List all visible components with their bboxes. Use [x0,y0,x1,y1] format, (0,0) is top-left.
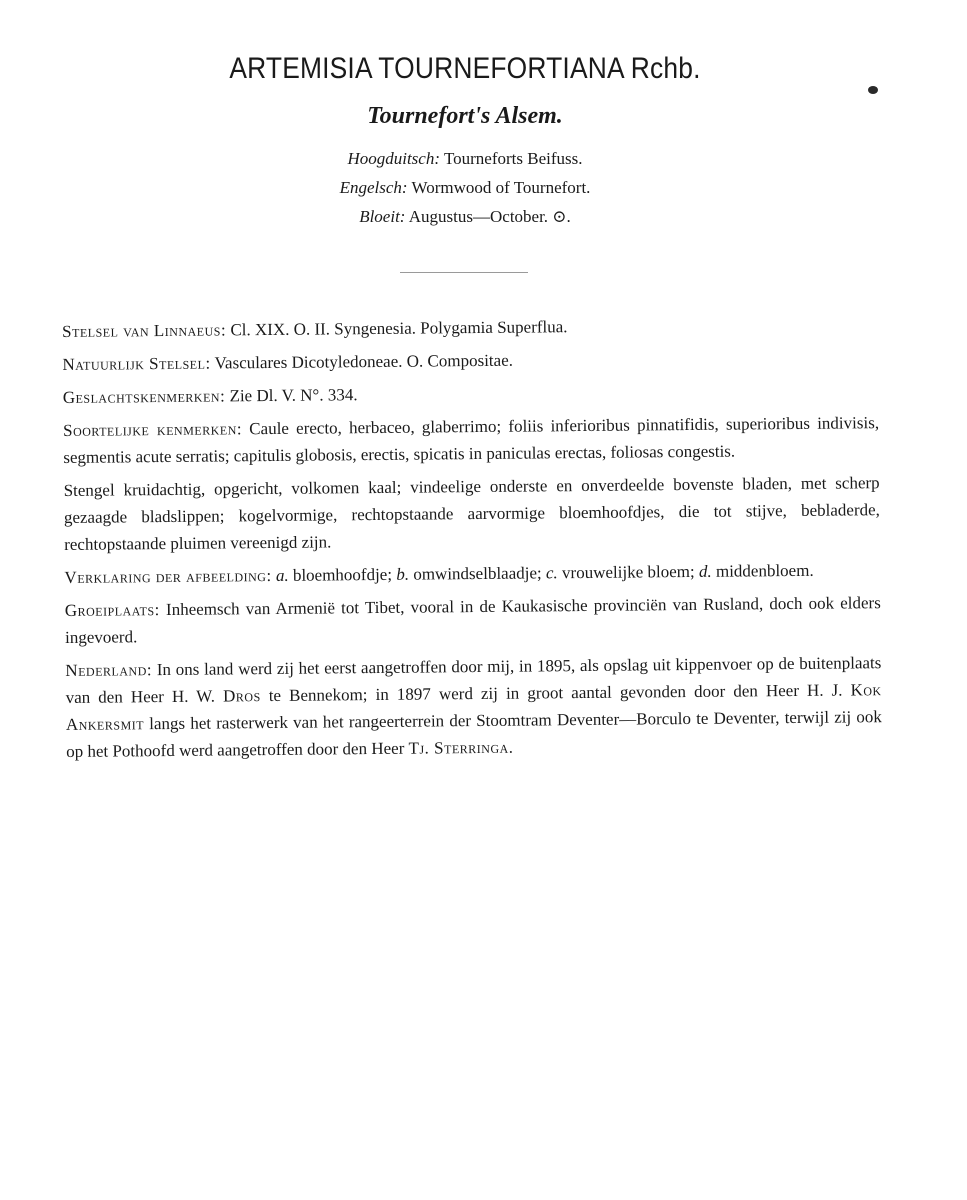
groeiplaats [65,589,881,651]
meta-engelsch [0,175,930,201]
geslachtskenmerken [63,376,879,411]
verklaring-c-text: vrouwelijke bloem; [561,561,695,583]
verklaring-d-text: middenbloem. [715,560,814,581]
stelsel-label: Stelsel van Linnaeus: [62,320,227,341]
soort-label: Soortelijke kenmerken: [62,419,243,440]
stelsel-text: Cl. XIX. O. II. Syngenesia. Polygamia Superflua. [230,317,568,340]
soort-text: Caule erecto, herbaceo, glaberrimo; foliis inferioribus pinnatifidis, superioribus indivisis, segmentis acute serratis; capitulis globosis, erectis, spicatis in paniculas erectas, foliosas congestis. [63,413,880,467]
body-text [62,310,882,771]
stelsel-linnaeus [62,310,878,345]
meta-engelsch-value: Wormwood of Tournefort. [411,178,591,197]
verklaring-d: d. [698,561,712,581]
section-divider [400,272,528,273]
meta-hoogduitsch [0,146,930,172]
verklaring-label: Verklaring der afbeelding: [64,565,272,587]
meta-engelsch-label: Engelsch: [339,178,408,197]
nederland-end: . [508,737,514,757]
natuurlijk-label: Natuurlijk Stelsel: [62,353,211,374]
nederland-name-dros: Dros [222,686,261,706]
page-title: ARTEMISIA TOURNEFORTIANA Rchb. [229,52,701,85]
nederland-text-3: langs het rasterwerk van het rangeerterrein der Stoomtram Deventer—Borculo te Deventer, terwijl zij ook op het Pothoofd werd aangetroffen door den Heer [66,707,882,761]
nederland-name-sterringa: Tj. Sterringa [408,737,509,758]
meta-hoogduitsch-label: Hoogduitsch: [347,149,440,168]
verklaring-a-text: bloemhoofdje; [292,564,393,585]
stengel-text: Stengel kruidachtig, opgericht, volkomen kaal; vindeelige onderste en onverdeelde bovenste bladen, met scherp gezaagde bladslippen; kogelvormige, rechtopstaande aarvormige bloemhoofdjes, die tot stijve, bebladerde, rechtopstaande pluimen vereenigd zijn. [63,473,880,554]
groeiplaats-label: Groeiplaats: [64,600,160,620]
nederland [65,649,882,765]
nederland-text-1: In ons land werd zij het eerst aangetroffen door mij, in 1895, als opslag uit kippenvoer op de buitenplaats van den Heer H. W. [65,653,882,707]
verklaring-c: c. [545,563,558,583]
natuurlijk-text: Vasculares Dicotyledoneae. O. Compositae. [214,350,514,373]
meta-hoogduitsch-value: Tourneforts Beifuss. [443,149,583,168]
meta-bloeit-label: Bloeit: [359,207,406,226]
verklaring-afbeelding [64,556,880,591]
verklaring-b-text: omwindselblaadje; [413,563,542,584]
ink-speck [868,86,878,94]
natuurlijk-stelsel [62,343,878,378]
meta-bloeit-value: Augustus—October. ⊙. [408,207,571,226]
page-subtitle: Tournefort's Alsem. [367,103,563,129]
verklaring-a: a. [275,565,289,585]
geslacht-text: Zie Dl. V. N°. 334. [229,385,358,406]
meta-bloeit [0,204,930,230]
nederland-label: Nederland: [65,660,153,680]
nederland-name-ankersmit: Kok Ankersmit [65,680,882,734]
groeiplaats-text: Inheemsch van Armenië tot Tibet, vooral in de Kaukasische provinciën van Rusland, doch ook elders ingevoerd. [64,593,881,647]
stengel-description [64,469,881,558]
nederland-text-2: te Bennekom; in 1897 werd zij in groot aantal gevonden door den Heer H. J. [268,680,843,706]
geslacht-label: Geslachtskenmerken: [62,386,226,407]
soortelijke-kenmerken [63,409,879,471]
verklaring-b: b. [396,564,410,584]
